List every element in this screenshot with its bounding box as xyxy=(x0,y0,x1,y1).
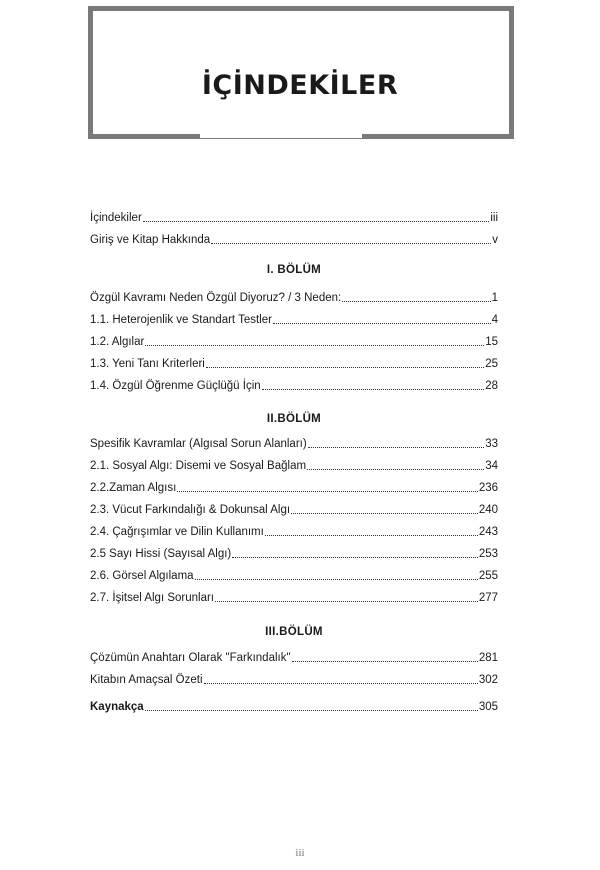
toc-entry-label: 2.7. İşitsel Algı Sorunları xyxy=(90,592,215,604)
leader-dots xyxy=(232,557,478,558)
toc-entry[interactable] xyxy=(90,565,498,583)
toc-entry-label: 2.2.Zaman Algısı xyxy=(90,482,177,494)
toc-entry-page: 302 xyxy=(478,674,498,686)
toc-entry-page: 4 xyxy=(491,314,498,326)
toc-entry[interactable] xyxy=(90,543,498,561)
toc-entry-label: Kaynakça xyxy=(90,701,144,713)
toc-entry-page: iii xyxy=(490,212,498,224)
toc-entry-label: İçindekiler xyxy=(90,212,142,224)
toc-entry-label: 2.4. Çağrışımlar ve Dilin Kullanımı xyxy=(90,526,264,538)
toc-entry[interactable] xyxy=(90,477,498,495)
toc-entry-label: 1.2. Algılar xyxy=(90,336,145,348)
toc-entry-page: 33 xyxy=(485,438,498,450)
toc-entry-label: 2.3. Vücut Farkındalığı & Dokunsal Algı xyxy=(90,504,291,516)
toc-entry[interactable] xyxy=(90,587,498,605)
leader-dots xyxy=(291,513,478,514)
toc-entry-page: 25 xyxy=(485,358,498,370)
leader-dots xyxy=(195,579,478,580)
toc-entry-page: 240 xyxy=(478,504,498,516)
section-heading-3: III.BÖLÜM xyxy=(265,626,323,638)
leader-dots xyxy=(204,683,478,684)
leader-dots xyxy=(292,661,478,662)
leader-dots xyxy=(143,221,490,222)
toc-entry[interactable] xyxy=(90,287,498,305)
toc-entry-label: Çözümün Anahtarı Olarak "Farkındalık" xyxy=(90,652,291,664)
toc-entry-page: 15 xyxy=(485,336,498,348)
toc-entry[interactable] xyxy=(90,309,498,327)
leader-dots xyxy=(265,535,478,536)
toc-entry-references[interactable] xyxy=(90,696,498,714)
toc-entry[interactable] xyxy=(90,669,498,687)
toc-entry-page: 305 xyxy=(478,701,498,713)
toc-entry-page: 255 xyxy=(478,570,498,582)
toc-entry-label: 1.4. Özgül Öğrenme Güçlüğü İçin xyxy=(90,380,261,392)
toc-entry[interactable] xyxy=(90,499,498,517)
leader-dots xyxy=(215,601,478,602)
leader-dots xyxy=(145,710,478,711)
toc-entry[interactable] xyxy=(90,433,498,451)
section-heading-1: I. BÖLÜM xyxy=(266,264,322,276)
toc-entry-page: 277 xyxy=(478,592,498,604)
toc-entry-page: 236 xyxy=(478,482,498,494)
toc-entry-label: 2.6. Görsel Algılama xyxy=(90,570,194,582)
page-number: iii xyxy=(295,847,305,859)
title-frame-gap xyxy=(200,126,362,138)
leader-dots xyxy=(342,301,490,302)
toc-entry-label: Spesifik Kavramlar (Algısal Sorun Alanları) xyxy=(90,438,307,450)
toc-entry-page: 281 xyxy=(478,652,498,664)
leader-dots xyxy=(145,345,484,346)
toc-entry[interactable] xyxy=(90,647,498,665)
toc-entry-page: 243 xyxy=(478,526,498,538)
toc-entry[interactable] xyxy=(90,455,498,473)
toc-entry[interactable] xyxy=(90,521,498,539)
toc-entry-page: 1 xyxy=(491,292,498,304)
toc-entry-label: 1.1. Heterojenlik ve Standart Testler xyxy=(90,314,272,326)
toc-entry-label: 2.5 Sayı Hissi (Sayısal Algı) xyxy=(90,548,232,560)
leader-dots xyxy=(308,447,485,448)
toc-entry-introduction[interactable] xyxy=(90,229,498,247)
leader-dots xyxy=(206,367,484,368)
toc-entry[interactable] xyxy=(90,331,498,349)
leader-dots xyxy=(262,389,485,390)
toc-entry-page: 253 xyxy=(478,548,498,560)
toc-entry-page: 34 xyxy=(485,460,498,472)
page-title: İÇİNDEKİLER xyxy=(201,70,399,101)
toc-entry-contents[interactable] xyxy=(90,207,498,225)
section-heading-2: II.BÖLÜM xyxy=(266,413,322,425)
toc-entry[interactable] xyxy=(90,375,498,393)
toc-entry-label: 2.1. Sosyal Algı: Disemi ve Sosyal Bağlam xyxy=(90,460,307,472)
toc-entry[interactable] xyxy=(90,353,498,371)
toc-entry-page: 28 xyxy=(485,380,498,392)
leader-dots xyxy=(273,323,491,324)
leader-dots xyxy=(307,469,484,470)
toc-entry-label: Özgül Kavramı Neden Özgül Diyoruz? / 3 Neden: xyxy=(90,292,342,304)
leader-dots xyxy=(211,243,491,244)
toc-entry-label: Giriş ve Kitap Hakkında xyxy=(90,234,211,246)
toc-entry-label: 1.3. Yeni Tanı Kriterleri xyxy=(90,358,205,370)
toc-entry-page: v xyxy=(492,234,498,246)
leader-dots xyxy=(177,491,478,492)
toc-entry-label: Kitabın Amaçsal Özeti xyxy=(90,674,203,686)
